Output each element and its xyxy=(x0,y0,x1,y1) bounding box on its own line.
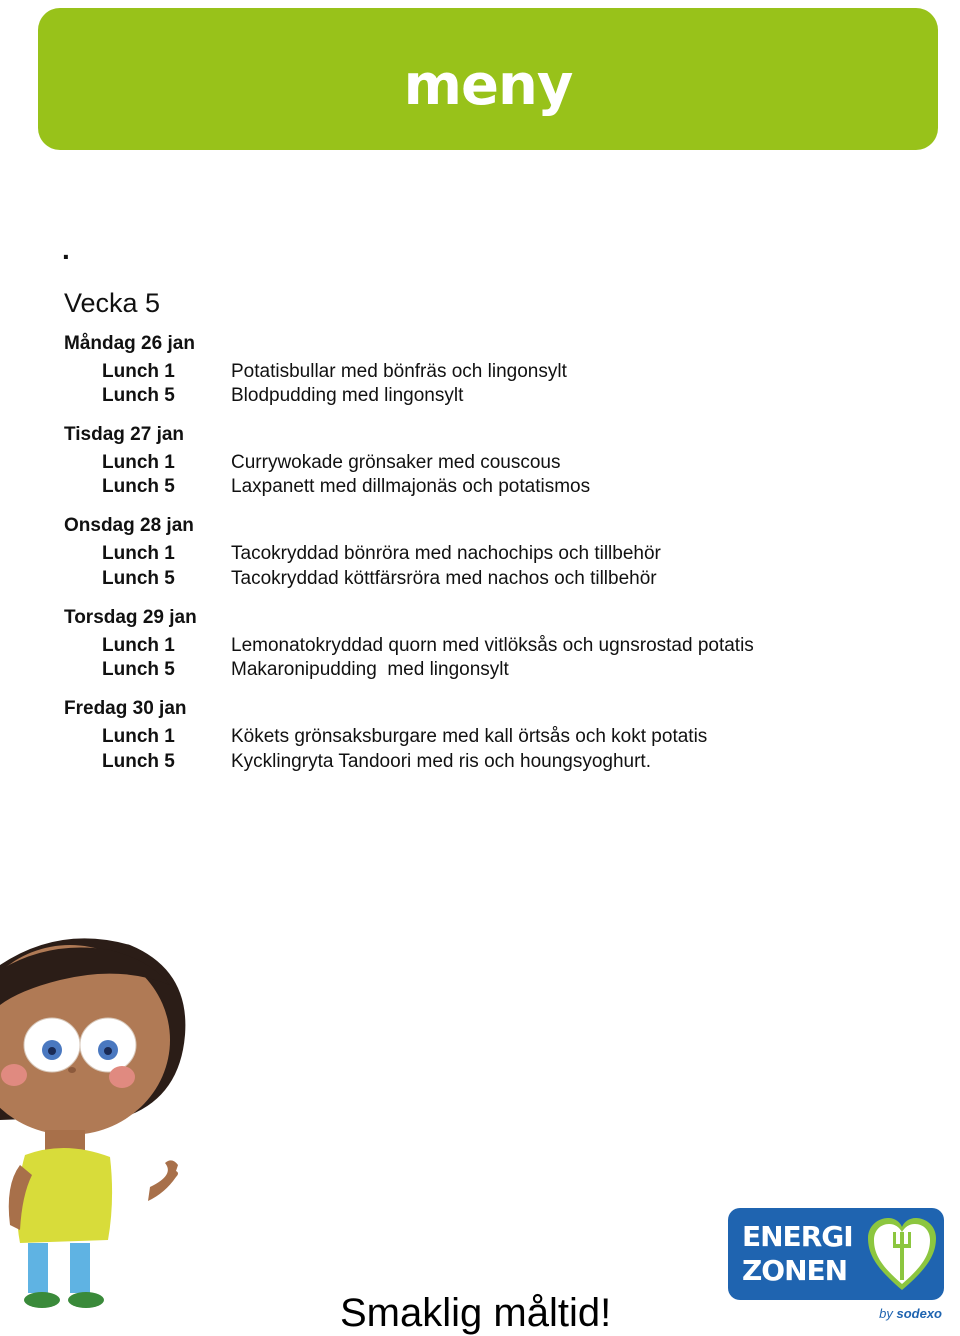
menu-title: meny xyxy=(403,53,573,118)
day-label-thursday: Torsdag 29 jan xyxy=(64,607,197,628)
logo-brand-text: sodexo xyxy=(896,1306,942,1321)
dish-text: Lemonatokryddad quorn med vitlöksås och ugnsrostad potatis xyxy=(231,635,754,656)
logo-byline xyxy=(879,1306,942,1322)
dish-text: Laxpanett med dillmajonäs och potatismos xyxy=(231,476,591,497)
day-label-monday: Måndag 26 jan xyxy=(64,333,195,354)
lunch-label: Lunch 1 xyxy=(102,452,175,473)
lunch-label: Lunch 1 xyxy=(102,361,175,382)
dish-text: Potatisbullar med bönfräs och lingonsylt xyxy=(231,361,567,382)
footer-slogan: Smaklig måltid! xyxy=(340,1291,612,1335)
logo-by-text: by xyxy=(879,1306,893,1321)
dish-text: Currywokade grönsaker med couscous xyxy=(231,452,561,473)
dish-text: Blodpudding med lingonsylt xyxy=(231,385,464,406)
day-label-wednesday: Onsdag 28 jan xyxy=(64,515,194,536)
lunch-label: Lunch 1 xyxy=(102,543,175,564)
lunch-label: Lunch 5 xyxy=(102,385,175,406)
dish-text: Tacokryddad köttfärsröra med nachos och tillbehör xyxy=(231,568,657,589)
week-title: Vecka 5 xyxy=(64,288,161,318)
dish-text: Makaronipudding med lingonsylt xyxy=(231,659,509,680)
dish-text: Kökets grönsaksburgare med kall örtsås och kokt potatis xyxy=(231,726,708,747)
logo-box xyxy=(728,1208,944,1300)
dot-marker: . xyxy=(62,234,70,265)
girl-illustration-icon xyxy=(0,925,250,1320)
heart-fork-icon xyxy=(866,1216,938,1294)
lunch-label: Lunch 1 xyxy=(102,726,175,747)
logo-text-line1: ENERGI xyxy=(742,1220,853,1253)
lunch-label: Lunch 1 xyxy=(102,635,175,656)
lunch-label: Lunch 5 xyxy=(102,659,175,680)
day-label-friday: Fredag 30 jan xyxy=(64,698,187,719)
lunch-label: Lunch 5 xyxy=(102,568,175,589)
header-banner xyxy=(38,8,938,150)
logo-text-line2: ZONEN xyxy=(742,1254,848,1287)
day-label-tuesday: Tisdag 27 jan xyxy=(64,424,185,445)
lunch-label: Lunch 5 xyxy=(102,751,175,772)
dish-text: Tacokryddad bönröra med nachochips och tillbehör xyxy=(231,543,661,564)
energizonen-logo xyxy=(728,1208,946,1330)
lunch-label: Lunch 5 xyxy=(102,476,175,497)
dish-text: Kycklingryta Tandoori med ris och houngsyoghurt. xyxy=(231,751,651,772)
